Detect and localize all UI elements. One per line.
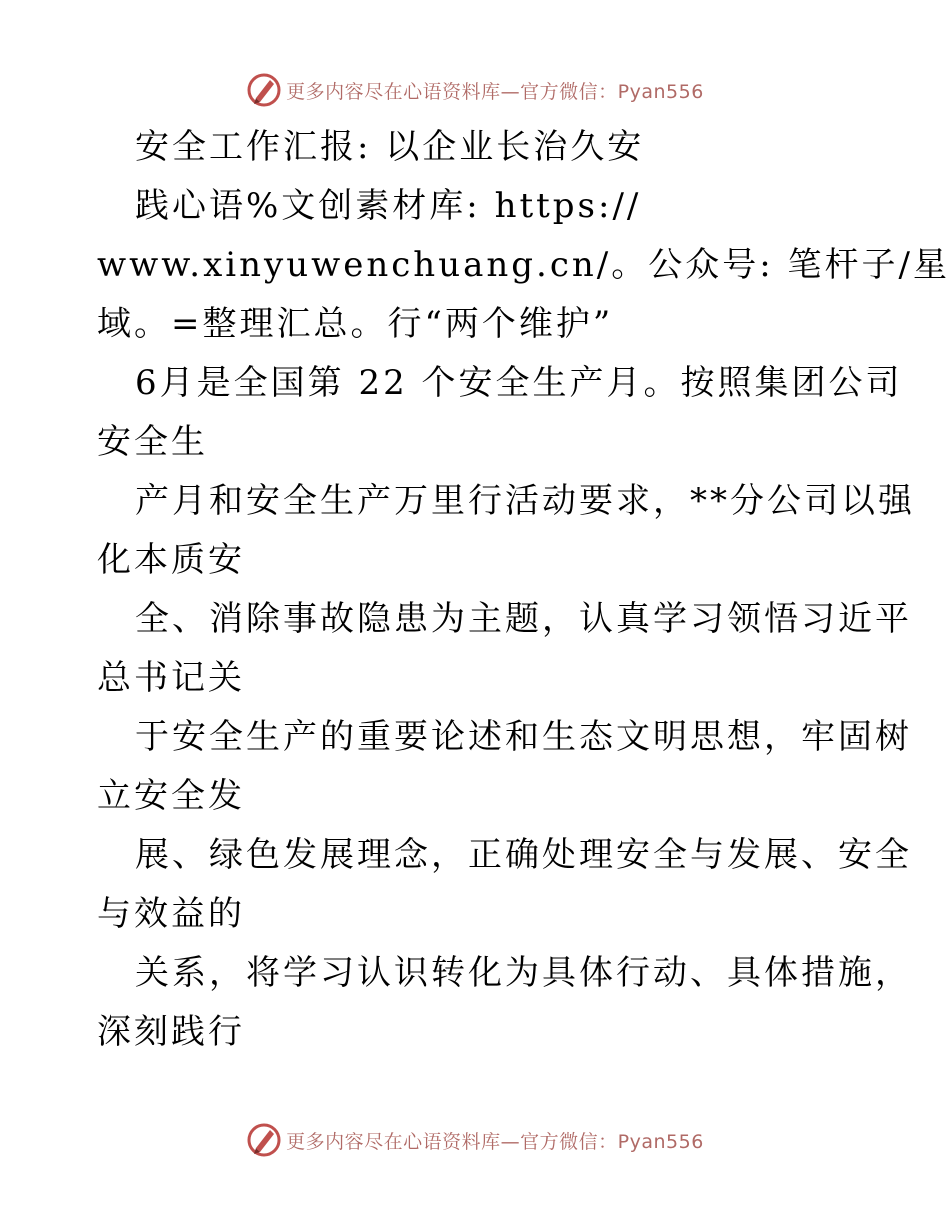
text-line: 化本质安 [97, 540, 245, 580]
text-line: 于安全生产的重要论述和生态文明思想，牢固树 [135, 717, 912, 757]
text-line: 域。=整理汇总。行“两个维护” [97, 304, 614, 344]
text-line: 6月是全国第 22 个安全生产月。按照集团公司 [135, 363, 903, 403]
footer-banner-text: 更多内容尽在心语资料库—官方微信：Pyan556 [286, 1130, 704, 1153]
pen-logo-icon [246, 72, 282, 108]
text-line: 践心语%文创素材库: https:// [135, 186, 642, 226]
text-line: 深刻践行 [97, 1012, 245, 1052]
header-banner [0, 68, 950, 112]
text-line: 安全工作汇报: 以企业长治久安 [135, 127, 645, 167]
text-line: 与效益的 [97, 894, 245, 934]
text-line: 展、绿色发展理念，正确处理安全与发展、安全 [135, 835, 912, 875]
text-line: 安全生 [97, 422, 208, 462]
footer-banner [0, 1118, 950, 1162]
text-line: 立安全发 [97, 776, 245, 816]
pen-logo-icon [246, 1122, 282, 1158]
text-line: 产月和安全生产万里行活动要求，**分公司以强 [135, 481, 915, 521]
text-line: 全、消除事故隐患为主题，认真学习领悟习近平 [135, 599, 912, 639]
text-line: 总书记关 [97, 658, 245, 698]
document-body [97, 118, 950, 1062]
header-banner-text: 更多内容尽在心语资料库—官方微信：Pyan556 [286, 80, 704, 103]
text-line: 关系，将学习认识转化为具体行动、具体措施， [135, 953, 912, 993]
text-line: www.xinyuwenchuang.cn/。公众号: 笔杆子/星 [97, 245, 950, 285]
